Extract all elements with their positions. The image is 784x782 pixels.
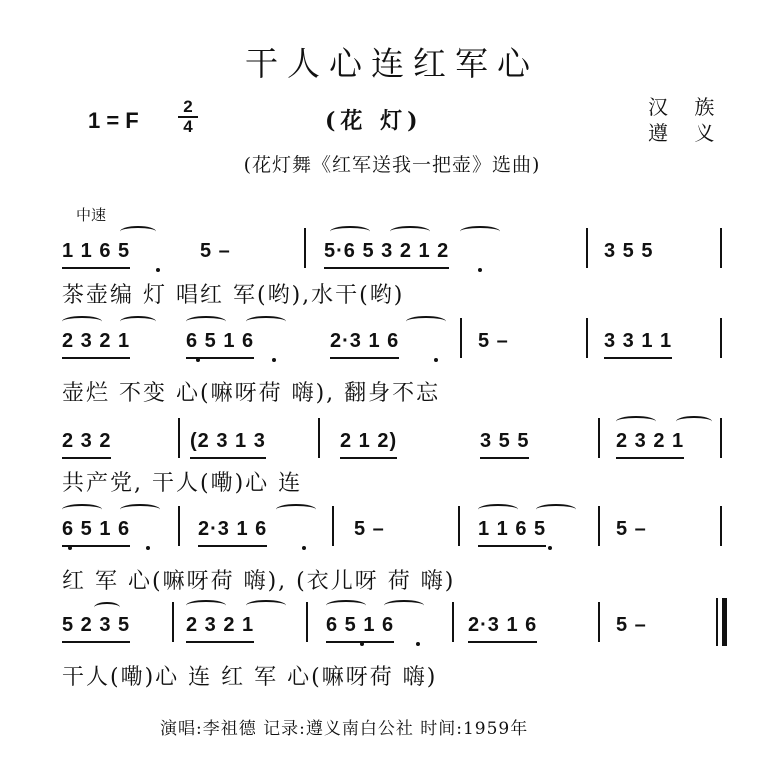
octave-dot bbox=[156, 268, 160, 272]
barline bbox=[452, 602, 454, 642]
barline bbox=[460, 318, 462, 358]
slur bbox=[330, 226, 370, 237]
slur bbox=[186, 316, 226, 327]
measure: 2 3 2 1 bbox=[616, 430, 684, 459]
barline bbox=[332, 506, 334, 546]
barline bbox=[586, 228, 588, 268]
octave-dot bbox=[68, 546, 72, 550]
genre-label: (花 灯) bbox=[325, 108, 423, 134]
slur bbox=[276, 504, 316, 515]
subtitle: (花灯舞《红军送我一把壶》选曲) bbox=[243, 154, 541, 176]
octave-dot bbox=[302, 546, 306, 550]
barline bbox=[586, 318, 588, 358]
barline bbox=[318, 418, 320, 458]
measure: 3 5 5 bbox=[480, 430, 529, 459]
slur bbox=[94, 602, 120, 613]
measure: 5·6 5 3 2 1 2 bbox=[324, 240, 449, 269]
key-signature: 1 = F bbox=[88, 108, 139, 133]
octave-dot bbox=[272, 358, 276, 362]
octave-dot bbox=[548, 546, 552, 550]
slur bbox=[478, 504, 518, 515]
credits-footer: 演唱:李祖德 记录:遵义南白公社 时间:1959年 bbox=[160, 719, 529, 739]
slur bbox=[186, 600, 226, 611]
final-barline-thin bbox=[716, 598, 718, 646]
time-numerator: 2 bbox=[183, 97, 193, 116]
measure: 5 2 3 5 bbox=[62, 614, 130, 643]
measure: (2 3 1 3 bbox=[190, 430, 266, 459]
measure: 2 3 2 bbox=[62, 430, 111, 459]
slur bbox=[616, 416, 656, 427]
lyric-line: 红 军 心(嘛呀荷 嗨), (衣儿呀 荷 嗨) bbox=[62, 569, 456, 594]
song-title: 干人心连红军心 bbox=[245, 44, 539, 83]
slur bbox=[390, 226, 430, 237]
measure: 1 1 6 5 bbox=[62, 240, 130, 269]
octave-dot bbox=[360, 642, 364, 646]
measure: 2·3 1 6 bbox=[468, 614, 537, 643]
measure: 2 1 2) bbox=[340, 430, 397, 459]
slur bbox=[62, 316, 102, 327]
barline bbox=[598, 602, 600, 642]
slur bbox=[460, 226, 500, 237]
octave-dot bbox=[416, 642, 420, 646]
octave-dot bbox=[434, 358, 438, 362]
time-signature bbox=[178, 98, 198, 136]
barline bbox=[172, 602, 174, 642]
lyric-line: 干人(嘞)心 连 红 军 心(嘛呀荷 嗨) bbox=[62, 665, 438, 690]
measure: 5 – bbox=[616, 518, 647, 540]
measure: 3 3 1 1 bbox=[604, 330, 672, 359]
measure: 2 3 2 1 bbox=[62, 330, 130, 359]
slur bbox=[326, 600, 366, 611]
measure: 6 5 1 6 bbox=[326, 614, 394, 643]
lyric-line: 茶壶编 灯 唱红 军(哟),水干(哟) bbox=[62, 283, 405, 308]
slur bbox=[406, 316, 446, 327]
measure: 5 – bbox=[616, 614, 647, 636]
slur bbox=[246, 600, 286, 611]
ethnicity-label: 汉 族 bbox=[648, 95, 725, 119]
barline bbox=[598, 506, 600, 546]
barline bbox=[178, 506, 180, 546]
octave-dot bbox=[146, 546, 150, 550]
barline bbox=[720, 318, 722, 358]
time-denominator: 4 bbox=[178, 116, 198, 136]
measure: 6 5 1 6 bbox=[186, 330, 254, 359]
barline bbox=[306, 602, 308, 642]
measure: 3 5 5 bbox=[604, 240, 654, 262]
slur bbox=[120, 226, 156, 237]
measure: 6 5 1 6 bbox=[62, 518, 130, 547]
barline bbox=[720, 506, 722, 546]
barline bbox=[720, 418, 722, 458]
slur bbox=[246, 316, 286, 327]
slur bbox=[120, 316, 156, 327]
measure: 2 3 2 1 bbox=[186, 614, 254, 643]
measure: 2·3 1 6 bbox=[198, 518, 267, 547]
measure: 5 – bbox=[478, 330, 509, 352]
slur bbox=[120, 504, 160, 515]
lyric-line: 共产党, 干人(嘞)心 连 bbox=[62, 471, 303, 496]
barline bbox=[598, 418, 600, 458]
octave-dot bbox=[196, 358, 200, 362]
measure: 2·3 1 6 bbox=[330, 330, 399, 359]
place-label: 遵 义 bbox=[648, 121, 725, 145]
final-barline-thick bbox=[722, 598, 727, 646]
slur bbox=[384, 600, 424, 611]
barline bbox=[304, 228, 306, 268]
barline bbox=[458, 506, 460, 546]
slur bbox=[62, 504, 102, 515]
measure: 1 1 6 5 bbox=[478, 518, 546, 547]
tempo-marking: 中速 bbox=[76, 206, 107, 224]
measure: 5 – bbox=[354, 518, 385, 540]
octave-dot bbox=[478, 268, 482, 272]
lyric-line: 壶烂 不变 心(嘛呀荷 嗨), 翻身不忘 bbox=[62, 381, 441, 406]
barline bbox=[720, 228, 722, 268]
slur bbox=[676, 416, 712, 427]
origin-info bbox=[648, 94, 724, 146]
measure: 5 – bbox=[200, 240, 231, 262]
barline bbox=[178, 418, 180, 458]
slur bbox=[536, 504, 576, 515]
